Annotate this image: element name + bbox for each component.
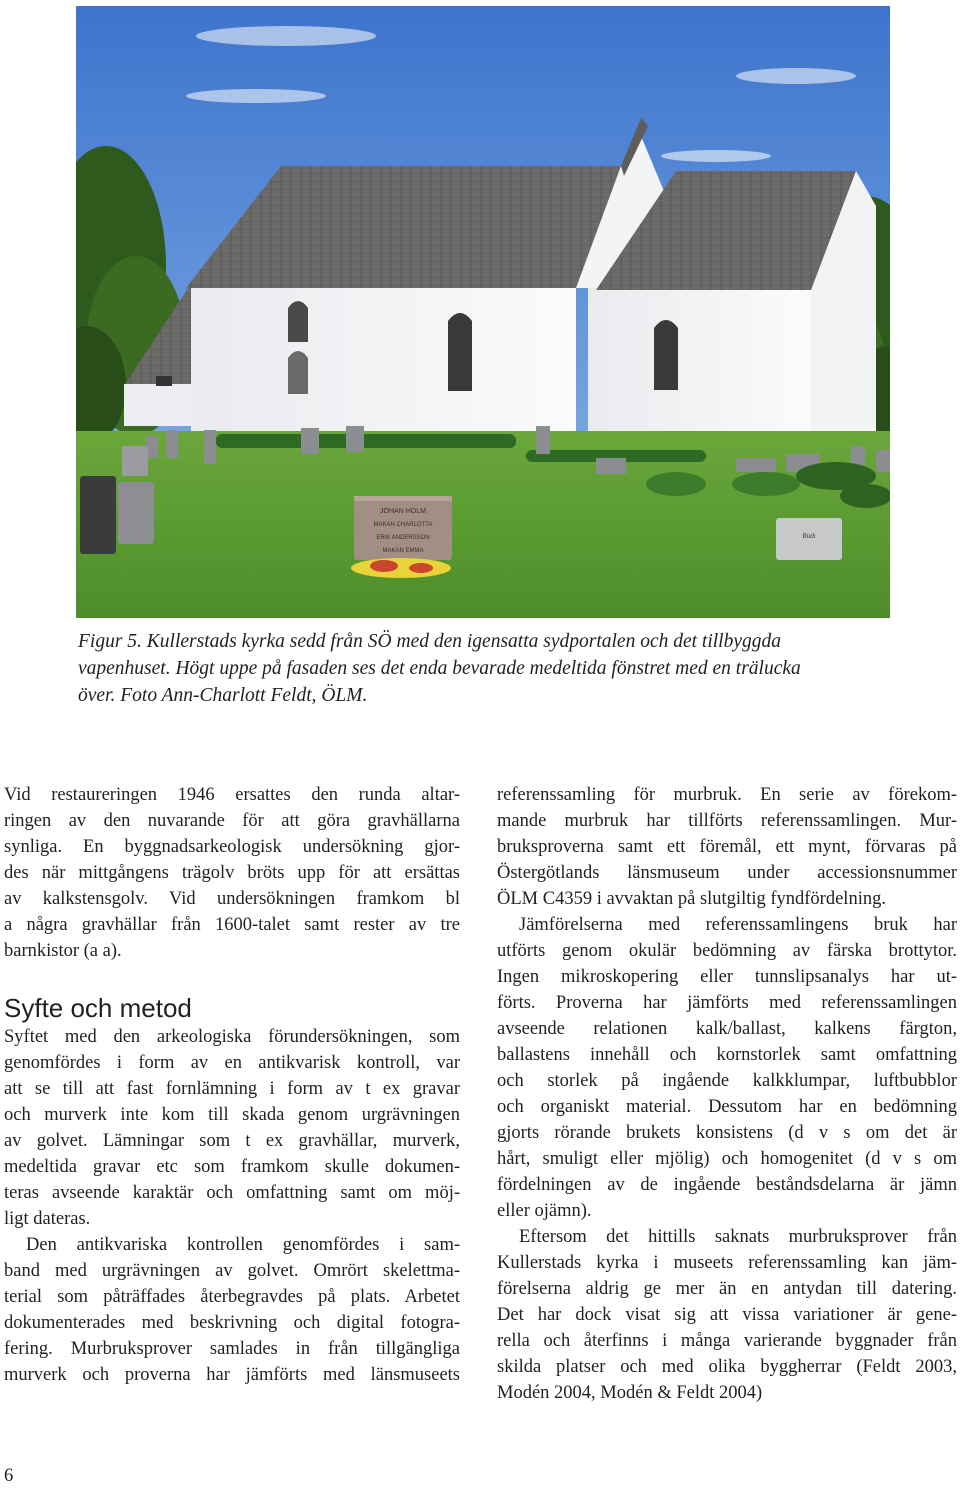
text-line: ballastens innehåll och kornstorlek samt omfattning [497,1045,957,1065]
text-line: Det har dock visat sig att vissa variationer är gene- [497,1305,957,1325]
text-line: och organiskt material. Dessutom har en bedömning [497,1097,957,1117]
text-line: av golvet. Lämningar som t ex gravhällar, murverk, [4,1131,460,1151]
gravestone-ruth [776,518,842,560]
text-line: teras avseende karaktär och omfattning samt om möj- [4,1183,460,1203]
text-line: ÖLM C4359 i avvaktan på slutgiltig fyndfördelning. [497,889,886,909]
svg-text:Ruth: Ruth [802,532,816,540]
text-line: fering. Murbruksprover samlades in från tillgängliga [4,1339,460,1359]
text-line: band med urgrävningen av golvet. Omrört skelettma- [4,1261,460,1281]
caption-line: vapenhuset. Högt uppe på fasaden ses det enda bevarade medeltida fönstret med en trälucka [78,658,801,679]
text-line: dokumenterades med beskrivning och digital fotogra- [4,1313,460,1333]
text-line: des när mittgångens trägolv bröts upp för att ersättas [4,863,460,883]
text-line: terial som påträffades återbegravdes på plats. Arbetet [4,1287,460,1307]
text-line: medeltida gravar etc som framkom skulle dokumen- [4,1157,460,1177]
svg-text:MAKAN CHARLOTTA: MAKAN CHARLOTTA [373,522,433,528]
section-heading: Syfte och metod [4,993,192,1023]
page-number: 6 [4,1466,14,1486]
text-line: genomfördes i form av en antikvarisk kontroll, var [4,1053,460,1073]
text-line: mande murbruk har tillförts referenssamlingen. Mur- [497,811,957,831]
text-line: synliga. En byggnadsarkeologisk undersökning gjor- [4,837,460,857]
text-line: fördelningen av de ingående beståndsdelarna är jämn [497,1175,957,1195]
caption-line: över. Foto Ann-Charlott Feldt, ÖLM. [78,685,368,706]
text-line: skilda platser och med olika byggherrar (Feldt 2003, [497,1357,957,1377]
svg-text:ERIK ANDERSSON: ERIK ANDERSSON [376,535,430,541]
right-column [497,782,957,1406]
figure-caption [78,628,890,709]
text-line: referenssamling för murbruk. En serie av förekom- [497,785,957,805]
text-line: Vid restaureringen 1946 ersattes den runda altar- [4,785,460,805]
text-line: Kullerstads kyrka i museets referenssamling kan jäm- [497,1253,957,1273]
text-line: bruksproverna samt ett föremål, ett mynt, förvaras på [497,837,957,857]
text-line: a några gravhällar från 1600-talet samt rester av tre [4,915,460,935]
text-line: Östergötlands länsmuseum under accessionsnummer [497,863,957,883]
text-line: Modén 2004, Modén & Feldt 2004) [497,1383,763,1403]
text-line: Den antikvariska kontrollen genomfördes i sam- [26,1235,460,1255]
svg-text:MAKAN EMMA: MAKAN EMMA [382,548,424,554]
text-line: barnkistor (a a). [4,941,122,961]
text-line: rella och återfinns i många varierande byggnader från [497,1331,957,1351]
text-line: och storlek på ingående kalkklumpar, luftbubblor [497,1071,957,1091]
text-line: utförts genom okulär bedömning av färska brottytor. [497,941,957,961]
church-photo [76,6,890,618]
text-line: ringen av den nuvarande för att göra gravhällarna [4,811,460,831]
text-line: Eftersom det hittills saknats murbruksprover från [519,1227,957,1247]
text-line: ligt dateras. [4,1209,91,1229]
text-line: avseende relationen kalk/ballast, kalkens färgton, [497,1019,957,1039]
text-line: hårt, smuligt eller mjölig) och homogenitet (d v s om [497,1149,957,1169]
text-line: och murverk inte kom till skada genom urgrävningen [4,1105,460,1125]
text-line: förelserna aldrig ge mer än en antydan till datering. [497,1279,957,1299]
text-line: Ingen mikroskopering eller tunnslipsanalys har ut- [497,967,957,987]
church-chancel-wall [588,288,811,456]
text-line: att se till att fast fornlämning i form av t ex gravar [4,1079,460,1099]
text-line: eller ojämn). [497,1201,592,1221]
text-line: Jämförelserna med referenssamlingens bruk har [519,915,957,935]
text-line: Syftet med den arkeologiska förundersökningen, som [4,1027,460,1047]
svg-text:JOHAN HOLM: JOHAN HOLM [380,508,426,515]
church-nave-wall [191,286,576,441]
caption-line: Figur 5. Kullerstads kyrka sedd från SÖ med den igensatta sydportalen och det tillbyggda [78,631,781,652]
text-line: gjorts rörande brukets konsistens (d v s om det är [497,1123,957,1143]
left-column [4,782,460,1388]
text-line: förts. Proverna har jämförts med referenssamlingen [497,993,957,1013]
gravestone-holm [354,496,452,560]
text-line: murverk och proverna har jämförts med länsmuseets [4,1365,460,1385]
text-line: av kalkstensgolv. Vid undersökningen framkom bl [4,889,460,909]
church-photo-graphic [76,6,890,618]
